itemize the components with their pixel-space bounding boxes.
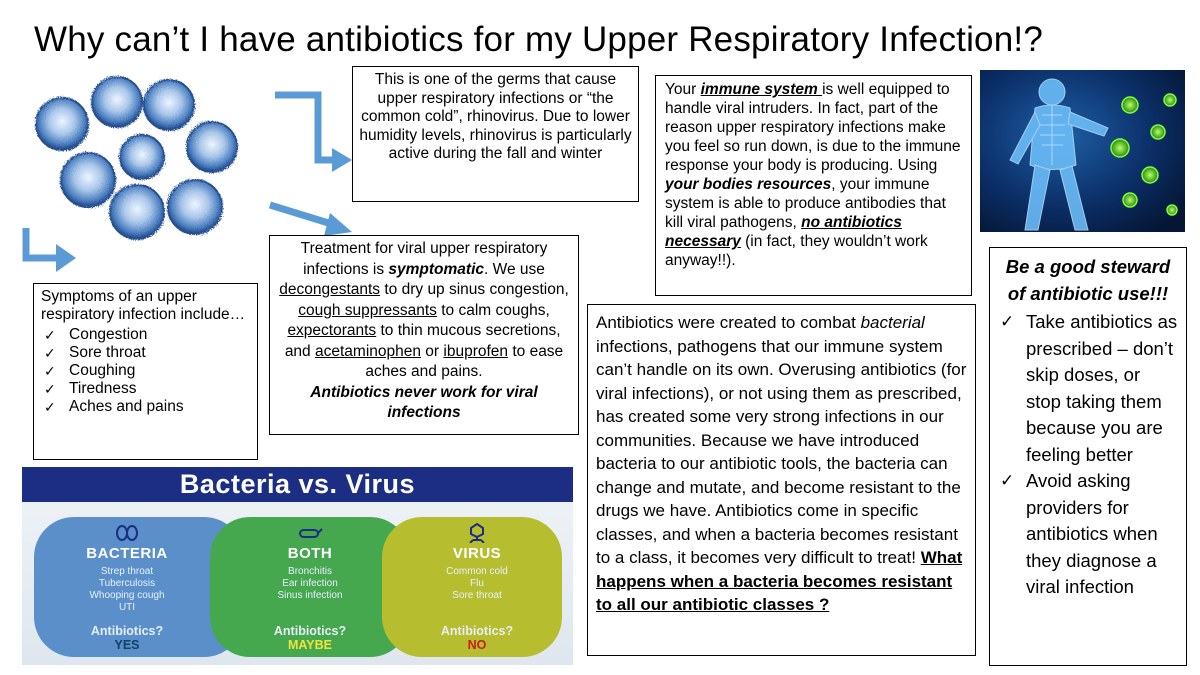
steward-box [989,247,1187,666]
immune-text-3: , your immune system is able to produce antibodies that kill viral pathogens, [665,176,946,231]
both-question: Antibiotics? [273,624,347,638]
list-item [41,326,250,344]
antibiotics-text-2: infections, pathogens that our immune system can’t handle on its own. Overusing antibiotics (for viral infections), or not using them as prescribed, has created some very strong infections in our communities. Because we have introduced bacteria to our antibiotic tools, the bacteria can change and mutate, and become resistant to the drugs we have. Antibiotics come in specific classes, and when a bacteria becomes resistant to a class, it becomes very difficult to treat! [596,336,967,567]
checkmark-icon: ✓ [44,381,56,397]
virus-answer: NO [467,638,487,652]
bodies-resources-emphasis: your bodies resources [665,176,832,193]
symptoms-list [41,326,250,416]
infographic-banner: Bacteria vs. Virus [22,467,573,502]
bacteria-answer: YES [114,638,140,652]
treatment-text-6: or [420,342,444,360]
treatment-text-3: to dry up sinus congestion, [380,281,569,298]
virus-icon [464,523,490,543]
list-item: Ear infection [282,578,338,589]
bacterial-emphasis: bacterial [860,313,925,332]
list-item [41,344,250,362]
steward-item-text: Take antibiotics as prescribed – don’t skip doses, or stop taking them because you are feeling better [1026,311,1178,465]
treatment-box [269,235,579,435]
rhinovirus-description-text: This is one of the germs that cause upper respiratory infections or “the common cold”, rhinovirus. Due to lower humidity levels, rhinovirus is particularly active during the fall and winter [359,71,632,162]
bacteria-vs-virus-infographic [22,467,573,665]
treatment-text-2: . We use [484,260,545,278]
symptoms-intro: Symptoms of an upper respiratory infection include… [41,288,246,323]
antibiotics-never-work-note: Antibiotics never work for viral infections [310,383,538,421]
virus-heading: VIRUS [452,545,502,562]
antibiotic-resistance-box [587,304,976,656]
resistance-question: What happens when a bacteria becomes resistant to all our antibiotic classes ? [596,548,963,614]
list-item: Flu [470,578,484,589]
symptom-label: Coughing [69,362,136,379]
bacteria-icon [114,523,140,543]
immune-system-human-image [980,70,1185,232]
immune-system-box [655,75,972,296]
no-antibiotics-emphasis: no antibiotics necessary [665,214,902,250]
rhinovirus-image [22,72,267,247]
bacteria-question: Antibiotics? [90,624,164,638]
list-item: Common cold [446,566,508,577]
decongestants-term: decongestants [279,281,381,298]
bacillus-icon [297,523,323,543]
ibuprofen-term: ibuprofen [443,342,509,360]
bacteria-heading: BACTERIA [86,545,168,562]
symptom-label: Tiredness [69,380,137,397]
expectorants-term: expectorants [287,322,377,339]
treatment-text-5: to thin mucous secretions, and [284,322,561,360]
both-column [210,517,410,657]
symptom-label: Sore throat [69,344,146,361]
immune-text-1: Your [665,81,701,98]
antibiotics-text-1: Antibiotics were created to combat [596,313,861,332]
virus-column [382,517,562,657]
virus-question: Antibiotics? [440,624,514,638]
list-item: Sore throat [452,590,502,601]
virus-items [402,566,552,602]
immune-text-2: is well equipped to handle viral intruders. In fact, part of the reason upper respiratory infections make you feel so run down, is due to the immune response your body is producing. Using [665,81,961,174]
list-item: Whooping cough [89,590,165,601]
steward-list [998,309,1178,601]
page-title: Why can’t I have antibiotics for my Upper Respiratory Infection!? [34,20,1043,59]
treatment-text-1: Treatment for viral upper respiratory infections is [300,240,548,278]
cough-suppressants-term: cough suppressants [298,301,437,319]
immune-text-4: (in fact, they wouldn’t work anyway!!). [665,233,928,269]
bacteria-items [42,566,212,614]
checkmark-icon: ✓ [44,345,56,361]
acetaminophen-term: acetaminophen [314,342,421,360]
both-items [225,566,395,602]
checkmark-icon: ✓ [1000,471,1015,490]
symptoms-box [33,283,258,460]
checkmark-icon: ✓ [44,399,56,415]
checkmark-icon: ✓ [1000,312,1015,331]
steward-heading: Be a good steward of antibiotic use!!! [1005,256,1171,304]
both-heading: BOTH [287,545,333,562]
treatment-text-7: to ease aches and pains. [365,342,564,380]
list-item: Tuberculosis [98,578,156,589]
both-answer: MAYBE [288,638,332,652]
symptom-label: Congestion [69,326,148,343]
list-item [998,468,1178,601]
symptomatic-emphasis: symptomatic [388,260,485,278]
steward-item-text: Avoid asking providers for antibiotics when they diagnose a viral infection [1026,470,1158,597]
list-item [41,362,250,380]
symptom-label: Aches and pains [69,398,184,415]
list-item [41,380,250,398]
list-item [998,309,1178,468]
checkmark-icon: ✓ [44,327,56,343]
list-item: UTI [118,602,136,613]
list-item [41,398,250,416]
checkmark-icon: ✓ [44,363,56,379]
list-item: Strep throat [100,566,154,577]
list-item: Sinus infection [277,590,343,601]
rhinovirus-description-box [352,66,639,202]
immune-system-emphasis: immune system [700,81,823,98]
treatment-text-4: to calm coughs, [436,301,550,319]
list-item: Bronchitis [288,566,332,577]
